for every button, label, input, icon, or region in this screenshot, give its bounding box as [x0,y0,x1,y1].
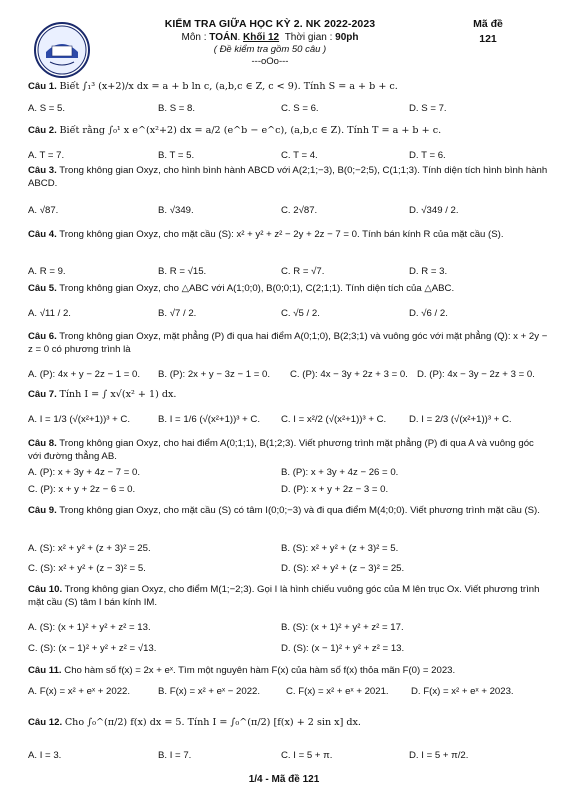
question-7-options [28,414,548,427]
option-c[interactable]: C. (P): x + y + 2z − 6 = 0. [28,484,136,495]
option-a[interactable]: A. √87. [28,205,59,216]
question-6-options [28,369,548,382]
header-divider: ---oOo--- [251,56,289,67]
option-d[interactable]: D. (P): 4x − 3y − 2z + 3 = 0. [417,369,535,380]
exam-time: 90ph [335,32,359,43]
school-logo [34,22,90,78]
option-d[interactable]: D. (P): x + y + 2z − 3 = 0. [281,484,389,495]
option-c[interactable]: C. I = x²/2 (√(x²+1))³ + C. [281,414,387,425]
question-2: Câu 2. Biết rằng ∫₀¹ x e^(x²+2) dx = a/2 (e^b − e^c), (a,b,c ∈ Z). Tính T = a + b + c. [28,125,442,136]
option-d[interactable]: D. T = 6. [409,150,446,161]
option-c[interactable]: C. 2√87. [281,205,318,216]
question-9: Câu 9. Trong không gian Oxyz, cho mặt cầu (S) có tâm I(0;0;−3) và đi qua điểm M(4;0;0). Viết phương trình mặt cầu (S). [28,505,540,516]
exam-grade: Khối 12 [243,32,280,43]
option-b[interactable]: B. S = 8. [158,103,196,114]
question-10-text: Trong không gian Oxyz, cho điểm M(1;−2;3). Gọi I là hình chiếu vuông góc của M lên trục Ox. Viết phương trình mặt cầu (S) tâm I bán kính IM. [28,584,540,608]
option-b[interactable]: B. I = 1/6 (√(x²+1))³ + C. [158,414,261,425]
option-b[interactable]: B. √7 / 2. [158,308,197,319]
exam-code: 121 [479,33,497,45]
option-b[interactable]: B. (S): x² + y² + (z + 3)² = 5. [281,543,399,554]
option-a[interactable]: A. √11 / 2. [28,308,71,319]
option-c[interactable]: C. R = √7. [281,266,325,277]
question-8: Câu 8. Trong không gian Oxyz, cho hai điểm A(0;1;1), B(1;2;3). Viết phương trình mặt phẳng (P) đi qua A và vuông góc với đường thẳng AB. [28,438,534,462]
option-a[interactable]: A. (S): (x + 1)² + y² + z² = 13. [28,622,151,633]
option-c[interactable]: C. F(x) = x² + eˣ + 2021. [286,686,389,697]
option-a[interactable]: A. R = 9. [28,266,66,277]
option-d[interactable]: D. √6 / 2. [409,308,448,319]
option-a[interactable]: A. (P): 4x + y − 2z − 1 = 0. [28,369,140,380]
question-2-options [28,150,548,163]
question-12: Câu 12. Cho ∫₀^(π/2) f(x) dx = 5. Tính I = ∫₀^(π/2) [f(x) + 2 sin x] dx. [28,717,361,728]
option-c[interactable]: C. (S): (x − 1)² + y² + z² = √13. [28,643,157,654]
question-12-options [28,750,548,763]
option-c[interactable]: C. (S): x² + y² + (z − 3)² = 5. [28,563,146,574]
option-a[interactable]: A. F(x) = x² + eˣ + 2022. [28,686,131,697]
question-12-text: Cho ∫₀^(π/2) f(x) dx = 5. Tính I = ∫₀^(π/2) [f(x) + 2 sin x] dx. [64,717,361,728]
question-9-options-1 [28,543,548,556]
option-b[interactable]: B. (S): (x + 1)² + y² + z² = 17. [281,622,404,633]
question-5-text: Trong không gian Oxyz, cho △ABC với A(1;0;0), B(0;0;1), C(2;1;1). Tính diện tích của △ABC. [59,283,455,294]
school-logo-icon [36,24,88,76]
exam-note: ( Đề kiểm tra gồm 50 câu ) [213,44,327,55]
question-11-options [28,686,548,699]
option-a[interactable]: A. (S): x² + y² + (z + 3)² = 25. [28,543,151,554]
option-a[interactable]: A. S = 5. [28,103,66,114]
question-5: Câu 5. Trong không gian Oxyz, cho △ABC với A(1;0;0), B(0;0;1), C(2;1;1). Tính diện tích của △ABC. [28,283,455,294]
page-footer: 1/4 - Mã đề 121 [248,774,320,785]
option-d[interactable]: D. I = 5 + π/2. [409,750,469,761]
option-b[interactable]: B. T = 5. [158,150,195,161]
question-7-text: Tính I = ∫ x√(x² + 1) dx. [59,389,177,400]
option-c[interactable]: C. (P): 4x − 3y + 2z + 3 = 0. [290,369,408,380]
question-10: Câu 10. Trong không gian Oxyz, cho điểm M(1;−2;3). Gọi I là hình chiếu vuông góc của M lên trục Ox. Viết phương trình mặt cầu (S) tâm I bán kính IM. [28,584,540,608]
question-7: Câu 7. Tính I = ∫ x√(x² + 1) dx. [28,389,177,400]
option-c[interactable]: C. S = 6. [281,103,319,114]
option-a[interactable]: A. T = 7. [28,150,65,161]
option-b[interactable]: B. I = 7. [158,750,192,761]
option-d[interactable]: D. (S): (x − 1)² + y² + z² = 13. [281,643,405,654]
option-a[interactable]: A. I = 3. [28,750,62,761]
question-11: Câu 11. Cho hàm số f(x) = 2x + eˣ. Tìm một nguyên hàm F(x) của hàm số f(x) thỏa mãn F(0) = 2023. [28,665,456,676]
exam-code-box [448,18,528,45]
option-d[interactable]: D. S = 7. [409,103,447,114]
question-4: Câu 4. Trong không gian Oxyz, cho mặt cầu (S): x² + y² + z² − 2y + 2z − 7 = 0. Tính bán kính R của mặt cầu (S). [28,229,504,240]
question-6: Câu 6. Trong không gian Oxyz, mặt phẳng (P) đi qua hai điểm A(0;1;0), B(2;3;1) và vuông góc với mặt phẳng (Q): x + 2y − z = 0 có phương trình là [28,331,548,355]
option-d[interactable]: D. F(x) = x² + eˣ + 2023. [411,686,514,697]
question-4-options [28,266,548,279]
question-9-text: Trong không gian Oxyz, cho mặt cầu (S) có tâm I(0;0;−3) và đi qua điểm M(4;0;0). Viết phương trình mặt cầu (S). [59,505,540,516]
question-4-text: Trong không gian Oxyz, cho mặt cầu (S): x² + y² + z² − 2y + 2z − 7 = 0. Tính bán kính R của mặt cầu (S). [59,229,504,240]
question-3-text: Trong không gian Oxyz, cho hình bình hành ABCD với A(2;1;−3), B(0;−2;5), C(1;1;3). Tính diện tích hình bình hành ABCD. [28,165,548,189]
question-2-text: Biết rằng ∫₀¹ x e^(x²+2) dx = a/2 (e^b − e^c), (a,b,c ∈ Z). Tính T = a + b + c. [59,125,442,136]
exam-title: KIỂM TRA GIỮA HỌC KỲ 2. NK 2022-2023 [164,18,376,30]
option-b[interactable]: B. √349. [158,205,194,216]
exam-header [100,18,440,67]
question-9-options-2 [28,563,548,576]
option-c[interactable]: C. I = 5 + π. [281,750,333,761]
option-b[interactable]: B. R = √15. [158,266,207,277]
question-10-options-1 [28,622,548,635]
option-a[interactable]: A. (P): x + 3y + 4z − 7 = 0. [28,467,140,478]
option-c[interactable]: C. √5 / 2. [281,308,320,319]
question-1-text: Biết ∫₁³ (x+2)/x dx = a + b ln c, (a,b,c ∈ Z, c < 9). Tính S = a + b + c. [59,81,398,92]
option-b[interactable]: B. (P): 2x + y − 3z − 1 = 0. [158,369,270,380]
option-d[interactable]: D. R = 3. [409,266,448,277]
question-1: Câu 1. Biết ∫₁³ (x+2)/x dx = a + b ln c, (a,b,c ∈ Z, c < 9). Tính S = a + b + c. [28,81,398,92]
question-1-options [28,103,548,116]
option-b[interactable]: B. F(x) = x² + eˣ − 2022. [158,686,261,697]
exam-code-label: Mã đề [473,18,503,30]
question-11-text: Cho hàm số f(x) = 2x + eˣ. Tìm một nguyên hàm F(x) của hàm số f(x) thỏa mãn F(0) = 2023. [64,665,456,676]
option-a[interactable]: A. I = 1/3 (√(x²+1))³ + C. [28,414,131,425]
option-b[interactable]: B. (P): x + 3y + 4z − 26 = 0. [281,467,399,478]
question-3-options [28,205,548,218]
question-5-options [28,308,548,321]
question-10-options-2 [28,643,548,656]
option-c[interactable]: C. T = 4. [281,150,318,161]
question-3: Câu 3. Trong không gian Oxyz, cho hình bình hành ABCD với A(2;1;−3), B(0;−2;5), C(1;1;3). Tính diện tích hình bình hành ABCD. [28,165,548,189]
option-d[interactable]: D. √349 / 2. [409,205,459,216]
question-6-text: Trong không gian Oxyz, mặt phẳng (P) đi qua hai điểm A(0;1;0), B(2;3;1) và vuông góc với mặt phẳng (Q): x + 2y − z = 0 có phương trình là [28,331,548,355]
question-8-options-1 [28,467,548,480]
question-8-options-2 [28,484,548,497]
question-8-text: Trong không gian Oxyz, cho hai điểm A(0;1;1), B(1;2;3). Viết phương trình mặt phẳng (P) đi qua A và vuông góc với đường thẳng AB. [28,438,534,462]
exam-subject-line: Môn : TOÁN. Khối 12 Thời gian : 90ph [181,32,359,43]
option-d[interactable]: D. I = 2/3 (√(x²+1))³ + C. [409,414,512,425]
option-d[interactable]: D. (S): x² + y² + (z − 3)² = 25. [281,563,405,574]
exam-subject: TOÁN [209,32,238,43]
